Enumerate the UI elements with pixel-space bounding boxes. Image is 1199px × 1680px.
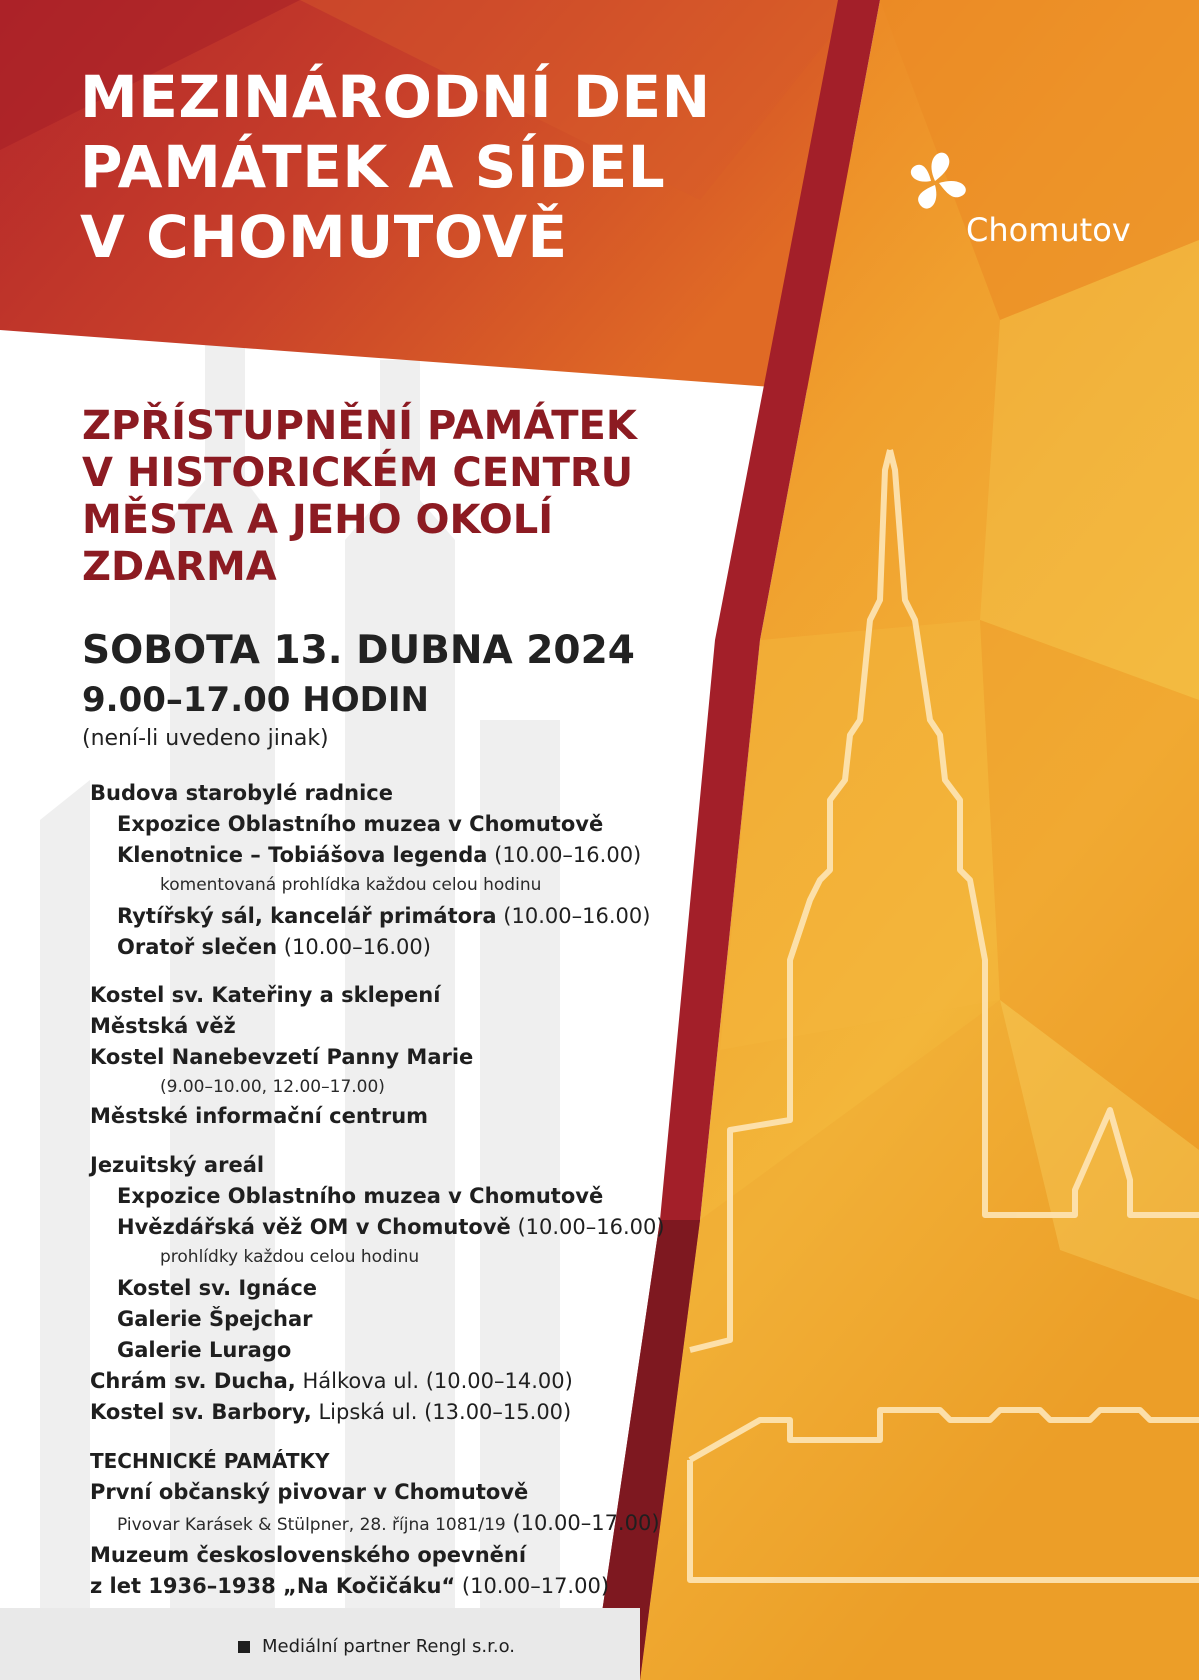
list-item bbox=[117, 904, 650, 928]
footer-text: Mediální partner Rengl s.r.o. bbox=[262, 1636, 516, 1657]
subtitle-line: ZDARMA bbox=[82, 544, 277, 590]
item-name: z let 1936–1938 „Na Kočičáku“ bbox=[90, 1574, 456, 1598]
main-title-line: V CHOMUTOVĚ bbox=[80, 203, 568, 271]
event-time: 9.00–17.00 HODIN bbox=[82, 680, 429, 720]
item-hours: (10.00–16.00) bbox=[517, 1215, 665, 1239]
list-item: Expozice Oblastního muzea v Chomutově bbox=[117, 812, 604, 836]
subtitle-line: MĚSTA A JEHO OKOLÍ bbox=[82, 497, 554, 543]
item-detail: Hálkova ul. (10.00–14.00) bbox=[302, 1369, 573, 1393]
list-item: Kostel Nanebevzetí Panny Marie bbox=[90, 1045, 474, 1069]
item-note: prohlídky každou celou hodinu bbox=[160, 1247, 420, 1267]
list-item: Budova starobylé radnice bbox=[90, 781, 393, 805]
list-item: Kostel sv. Ignáce bbox=[117, 1276, 318, 1300]
subtitle-line: V HISTORICKÉM CENTRU bbox=[82, 450, 634, 496]
event-note: (není-li uvedeno jinak) bbox=[82, 726, 329, 751]
item-note: komentovaná prohlídka každou celou hodinu bbox=[160, 875, 542, 895]
item-address: Pivovar Karásek & Stülpner, 28. října 1081/19 bbox=[117, 1515, 506, 1535]
event-date: SOBOTA 13. DUBNA 2024 bbox=[82, 628, 635, 673]
list-item: Galerie Špejchar bbox=[117, 1307, 313, 1331]
item-name: Klenotnice – Tobiášova legenda bbox=[117, 843, 488, 867]
item-name: Hvězdářská věž OM v Chomutově bbox=[117, 1215, 511, 1239]
item-name: Chrám sv. Ducha, bbox=[90, 1369, 296, 1393]
list-item bbox=[90, 1574, 609, 1598]
item-hours: (9.00–10.00, 12.00–17.00) bbox=[160, 1077, 385, 1097]
subtitle bbox=[82, 403, 762, 591]
item-hours: (10.00–16.00) bbox=[494, 843, 642, 867]
list-item bbox=[90, 1400, 571, 1424]
list-item: Galerie Lurago bbox=[117, 1338, 292, 1362]
list-item: Jezuitský areál bbox=[90, 1153, 265, 1177]
list-item bbox=[117, 935, 431, 959]
list-item: Expozice Oblastního muzea v Chomutově bbox=[117, 1184, 604, 1208]
item-hours: (10.00–17.00) bbox=[512, 1511, 660, 1535]
main-title-line: PAMÁTEK A SÍDEL bbox=[80, 133, 666, 201]
item-name: Oratoř slečen bbox=[117, 935, 278, 959]
list-item: Městské informační centrum bbox=[90, 1104, 429, 1128]
chomutov-logo bbox=[908, 155, 1148, 255]
item-name: Kostel sv. Barbory, bbox=[90, 1400, 312, 1424]
list-item bbox=[90, 1369, 573, 1393]
list-item: Kostel sv. Kateřiny a sklepení bbox=[90, 983, 441, 1007]
subtitle-line: ZPŘÍSTUPNĚNÍ PAMÁTEK bbox=[82, 403, 637, 449]
main-title bbox=[80, 62, 800, 272]
main-title-line: MEZINÁRODNÍ DEN bbox=[80, 63, 711, 131]
item-hours: (10.00–16.00) bbox=[503, 904, 651, 928]
list-item: Městská věž bbox=[90, 1014, 236, 1038]
chomutov-flower-icon bbox=[905, 145, 975, 217]
logo-text: Chomutov bbox=[966, 211, 1131, 249]
list-item bbox=[117, 1511, 660, 1535]
list-item bbox=[117, 843, 641, 867]
item-hours: (10.00–16.00) bbox=[283, 935, 431, 959]
footer-square-icon bbox=[238, 1641, 250, 1653]
section-heading: TECHNICKÉ PAMÁTKY bbox=[90, 1449, 330, 1473]
item-name: Rytířský sál, kancelář primátora bbox=[117, 904, 497, 928]
item-detail: Lipská ul. (13.00–15.00) bbox=[318, 1400, 572, 1424]
list-item: Muzeum československého opevnění bbox=[90, 1543, 527, 1567]
item-hours: (10.00–17.00) bbox=[461, 1574, 610, 1598]
list-item: První občanský pivovar v Chomutově bbox=[90, 1480, 529, 1504]
list-item bbox=[117, 1215, 665, 1239]
